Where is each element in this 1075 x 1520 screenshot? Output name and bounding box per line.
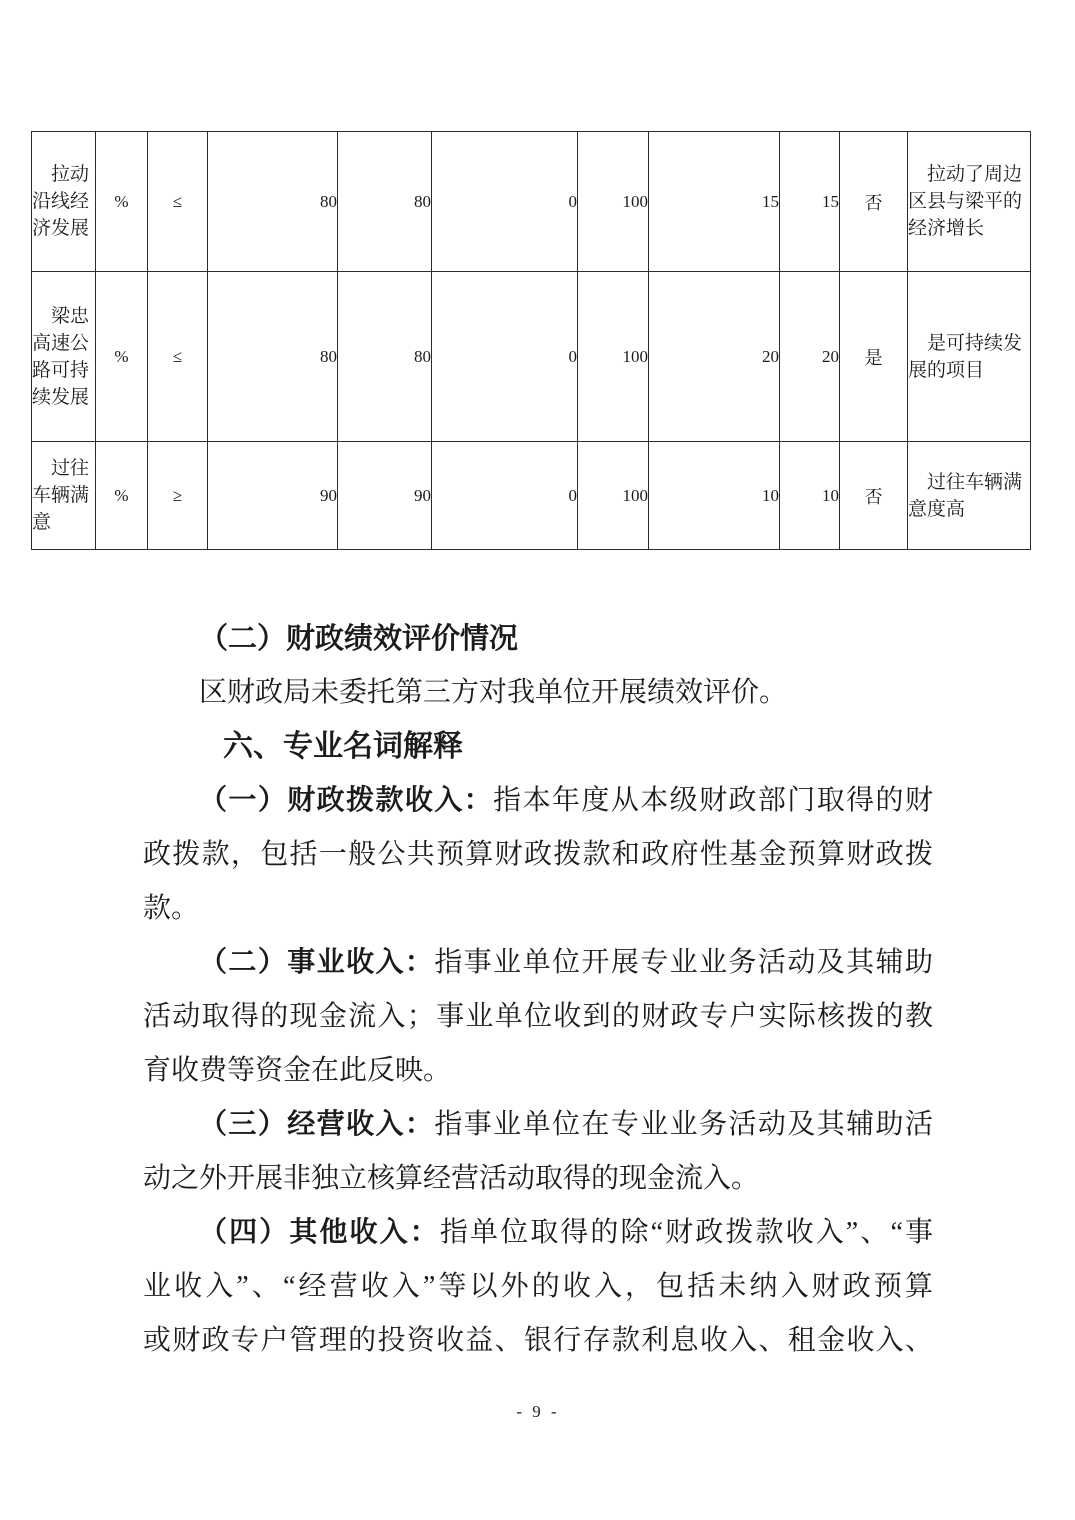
paragraph-line: 活动取得的现金流入；事业单位收到的财政专户实际核拨的教	[143, 1001, 933, 1032]
cell-indicator-name: 梁忠高速公路可持续发展	[32, 272, 96, 442]
cell-deviation: 0	[432, 272, 578, 442]
cell-target-value: 80	[208, 272, 338, 442]
cell-rate: 100	[578, 442, 649, 550]
paragraph-line: 育收费等资金在此反映。	[143, 1055, 452, 1086]
cell-flag: 否	[840, 442, 908, 550]
paragraph-line: 区财政局未委托第三方对我单位开展绩效评价。	[199, 677, 788, 708]
performance-indicator-table	[31, 131, 1031, 550]
cell-unit: %	[96, 132, 148, 272]
paragraph-line: （二）事业收入：指事业单位开展专业业务活动及其辅助	[199, 947, 933, 978]
cell-score: 20	[780, 272, 840, 442]
cell-weight: 10	[649, 442, 780, 550]
section-heading-fiscal-evaluation: （二）财政绩效评价情况	[199, 623, 519, 655]
cell-completed-value: 80	[338, 132, 432, 272]
cell-target-value: 80	[208, 132, 338, 272]
cell-deviation: 0	[432, 442, 578, 550]
cell-remark: 是可持续发展的项目	[908, 272, 1031, 442]
table-row	[32, 132, 1031, 272]
cell-weight: 20	[649, 272, 780, 442]
cell-score: 15	[780, 132, 840, 272]
paragraph-line: 或财政专户管理的投资收益、银行存款利息收入、租金收入、	[143, 1325, 933, 1356]
cell-indicator-name: 拉动沿线经济发展	[32, 132, 96, 272]
paragraph-line: （三）经营收入：指事业单位在专业业务活动及其辅助活	[199, 1109, 933, 1140]
page-number: - 9 -	[516, 1402, 560, 1421]
table-row	[32, 442, 1031, 550]
paragraph-line: （一）财政拨款收入：指本年度从本级财政部门取得的财	[199, 785, 933, 816]
cell-completed-value: 90	[338, 442, 432, 550]
paragraph-line: 政拨款，包括一般公共预算财政拨款和政府性基金预算财政拨	[143, 839, 933, 870]
cell-direction: ≤	[148, 132, 208, 272]
cell-rate: 100	[578, 272, 649, 442]
cell-direction: ≥	[148, 442, 208, 550]
cell-unit: %	[96, 272, 148, 442]
cell-weight: 15	[649, 132, 780, 272]
section-heading-terms: 六、专业名词解释	[223, 730, 463, 763]
cell-remark: 过往车辆满意度高	[908, 442, 1031, 550]
cell-score: 10	[780, 442, 840, 550]
cell-unit: %	[96, 442, 148, 550]
cell-flag: 否	[840, 132, 908, 272]
cell-rate: 100	[578, 132, 649, 272]
cell-target-value: 90	[208, 442, 338, 550]
paragraph-line: 动之外开展非独立核算经营活动取得的现金流入。	[143, 1163, 760, 1194]
paragraph-line: 款。	[143, 893, 200, 924]
cell-direction: ≤	[148, 272, 208, 442]
body-text	[143, 612, 933, 1368]
paragraph-line: （四）其他收入：指单位取得的除“财政拨款收入”、“事	[199, 1217, 933, 1248]
table-row	[32, 272, 1031, 442]
cell-flag: 是	[840, 272, 908, 442]
cell-deviation: 0	[432, 132, 578, 272]
cell-completed-value: 80	[338, 272, 432, 442]
cell-indicator-name: 过往车辆满意	[32, 442, 96, 550]
paragraph-line: 业收入”、“经营收入”等以外的收入，包括未纳入财政预算	[143, 1271, 933, 1302]
cell-remark: 拉动了周边区县与梁平的经济增长	[908, 132, 1031, 272]
